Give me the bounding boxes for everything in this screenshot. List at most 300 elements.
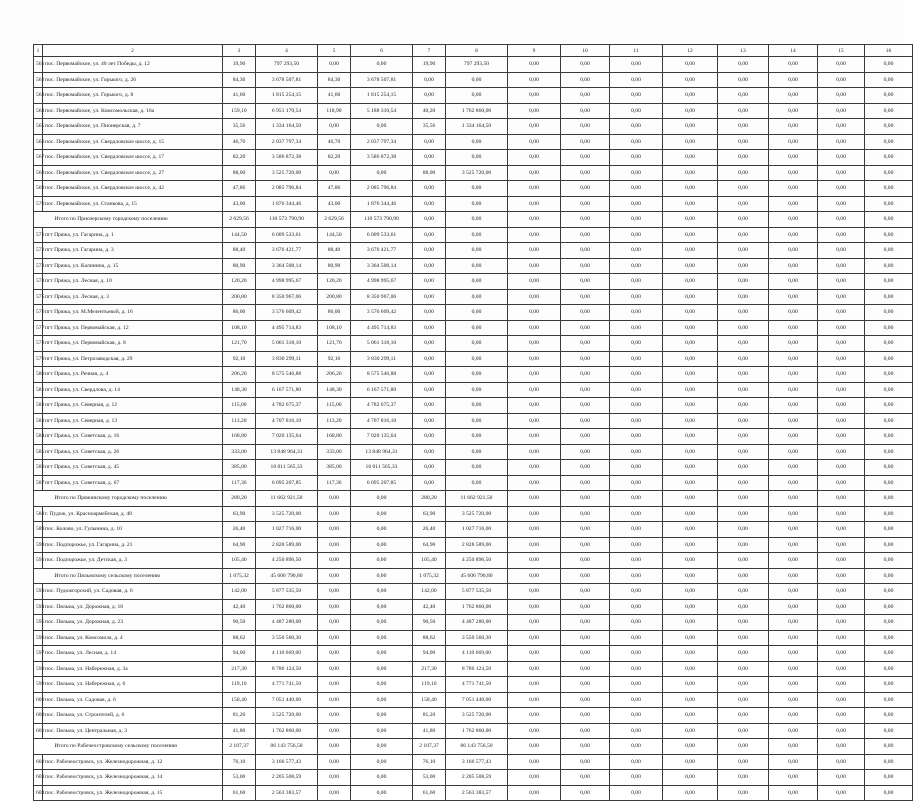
value-cell: 0,00 xyxy=(508,444,561,460)
value-cell: 0,00 xyxy=(769,367,818,383)
value-cell: 0,00 xyxy=(446,243,508,259)
value-cell: 0,00 xyxy=(318,537,351,553)
value-cell: 3 525 720,00 xyxy=(256,708,318,724)
value-cell: 0,00 xyxy=(446,398,508,414)
value-cell: 4 487 280,00 xyxy=(446,615,508,631)
value-cell: 121,70 xyxy=(318,336,351,352)
table-row xyxy=(34,677,913,693)
value-cell: 46,70 xyxy=(223,134,256,150)
value-cell: 0,00 xyxy=(561,119,610,135)
value-cell: 0,00 xyxy=(718,754,769,770)
value-cell: 0,00 xyxy=(663,599,718,615)
value-cell: 0,00 xyxy=(561,57,610,73)
subtotal-row xyxy=(34,739,913,755)
value-cell: 0,00 xyxy=(818,708,865,724)
value-cell: 0,00 xyxy=(865,258,913,274)
value-cell: 3 830 299,11 xyxy=(256,351,318,367)
address-cell: пос. Первомайское, ул. Свердловское шоссе, д. 15 xyxy=(43,134,223,150)
value-cell: 0,00 xyxy=(508,615,561,631)
value-cell: 3 166 577,43 xyxy=(446,754,508,770)
value-cell: 1 027 716,00 xyxy=(256,522,318,538)
value-cell: 0,00 xyxy=(561,289,610,305)
value-cell: 86 143 756,50 xyxy=(446,739,508,755)
table-row xyxy=(34,181,913,197)
value-cell: 0,00 xyxy=(610,398,663,414)
value-cell: 0,00 xyxy=(663,429,718,445)
column-number-header: 11 xyxy=(610,45,663,57)
row-number-cell: 604 xyxy=(34,785,43,801)
value-cell: 0,00 xyxy=(663,646,718,662)
value-cell: 0,00 xyxy=(610,88,663,104)
table-row xyxy=(34,599,913,615)
value-cell: 0,00 xyxy=(663,506,718,522)
value-cell: 108,10 xyxy=(318,320,351,336)
value-cell: 0,00 xyxy=(446,351,508,367)
value-cell: 0,00 xyxy=(610,708,663,724)
row-number-cell: 562 xyxy=(34,72,43,88)
row-number-cell xyxy=(34,212,43,228)
value-cell: 0,00 xyxy=(561,165,610,181)
value-cell: 92,10 xyxy=(318,351,351,367)
value-cell: 0,00 xyxy=(413,351,446,367)
value-cell: 94,00 xyxy=(223,646,256,662)
value-cell: 0,00 xyxy=(718,599,769,615)
value-cell: 1 334 164,50 xyxy=(446,119,508,135)
value-cell: 0,00 xyxy=(318,770,351,786)
value-cell: 0,00 xyxy=(718,336,769,352)
value-cell: 2 085 796,84 xyxy=(256,181,318,197)
value-cell: 0,00 xyxy=(561,444,610,460)
value-cell: 0,00 xyxy=(318,599,351,615)
value-cell: 0,00 xyxy=(351,630,413,646)
value-cell: 5 061 318,10 xyxy=(351,336,413,352)
column-number-header: 13 xyxy=(718,45,769,57)
value-cell: 3 550 560,30 xyxy=(446,630,508,646)
value-cell: 0,00 xyxy=(318,568,351,584)
value-cell: 0,00 xyxy=(769,72,818,88)
value-cell: 0,00 xyxy=(865,274,913,290)
value-cell: 0,00 xyxy=(818,212,865,228)
value-cell: 3 678 507,81 xyxy=(351,72,413,88)
subtotal-row xyxy=(34,212,913,228)
value-cell: 0,00 xyxy=(865,134,913,150)
value-cell: 0,00 xyxy=(561,754,610,770)
value-cell: 0,00 xyxy=(508,134,561,150)
value-cell: 0,00 xyxy=(413,475,446,491)
value-cell: 0,00 xyxy=(718,212,769,228)
column-number-header: 4 xyxy=(256,45,318,57)
value-cell: 0,00 xyxy=(351,491,413,507)
value-cell: 200,80 xyxy=(318,289,351,305)
row-number-cell xyxy=(34,739,43,755)
value-cell: 2 828 589,00 xyxy=(256,537,318,553)
value-cell: 0,00 xyxy=(663,150,718,166)
value-cell: 0,00 xyxy=(413,212,446,228)
value-cell: 0,00 xyxy=(508,491,561,507)
value-cell: 0,00 xyxy=(818,630,865,646)
value-cell: 0,00 xyxy=(663,336,718,352)
value-cell: 0,00 xyxy=(718,413,769,429)
value-cell: 0,00 xyxy=(561,646,610,662)
value-cell: 0,00 xyxy=(561,491,610,507)
value-cell: 0,00 xyxy=(610,382,663,398)
value-cell: 0,00 xyxy=(865,475,913,491)
address-cell: пос. Пяльма, ул. Набережная, д. 6 xyxy=(43,677,223,693)
value-cell: 0,00 xyxy=(818,165,865,181)
value-cell: 0,00 xyxy=(865,646,913,662)
value-cell: 4 998 995,67 xyxy=(256,274,318,290)
table-body xyxy=(34,57,913,801)
value-cell: 0,00 xyxy=(818,336,865,352)
value-cell: 0,00 xyxy=(818,305,865,321)
value-cell: 0,00 xyxy=(718,103,769,119)
value-cell: 0,00 xyxy=(663,243,718,259)
value-cell: 0,00 xyxy=(663,382,718,398)
value-cell: 0,00 xyxy=(769,506,818,522)
value-cell: 0,00 xyxy=(663,460,718,476)
value-cell: 0,00 xyxy=(351,506,413,522)
value-cell: 6 167 571,80 xyxy=(351,382,413,398)
table-row xyxy=(34,57,913,73)
value-cell: 0,00 xyxy=(446,258,508,274)
value-cell: 0,00 xyxy=(865,754,913,770)
row-number-cell: 581 xyxy=(34,382,43,398)
value-cell: 0,00 xyxy=(865,227,913,243)
table-row xyxy=(34,646,913,662)
value-cell: 0,00 xyxy=(351,522,413,538)
value-cell: 0,00 xyxy=(446,444,508,460)
value-cell: 0,00 xyxy=(413,413,446,429)
value-cell: 0,00 xyxy=(610,367,663,383)
column-number-header: 1 xyxy=(34,45,43,57)
address-cell: пос. Пяльма, ул. Комсомола, д. 4 xyxy=(43,630,223,646)
value-cell: 0,00 xyxy=(718,630,769,646)
value-cell: 280,20 xyxy=(413,491,446,507)
row-number-cell: 563 xyxy=(34,88,43,104)
value-cell: 13 848 964,31 xyxy=(256,444,318,460)
value-cell: 0,00 xyxy=(718,553,769,569)
value-cell: 0,00 xyxy=(663,630,718,646)
value-cell: 0,00 xyxy=(865,444,913,460)
value-cell: 0,00 xyxy=(769,770,818,786)
value-cell: 0,00 xyxy=(769,599,818,615)
table-row xyxy=(34,615,913,631)
table-row xyxy=(34,72,913,88)
value-cell: 88,00 xyxy=(223,165,256,181)
value-cell: 0,00 xyxy=(718,181,769,197)
value-cell: 0,00 xyxy=(769,646,818,662)
value-cell: 0,00 xyxy=(413,227,446,243)
value-cell: 0,00 xyxy=(561,785,610,801)
value-cell: 0,00 xyxy=(413,243,446,259)
value-cell: 0,00 xyxy=(865,553,913,569)
value-cell: 80,90 xyxy=(318,258,351,274)
column-number-header: 8 xyxy=(446,45,508,57)
value-cell: 142,00 xyxy=(223,584,256,600)
table-row xyxy=(34,770,913,786)
value-cell: 0,00 xyxy=(508,165,561,181)
value-cell: 3 525 720,00 xyxy=(446,165,508,181)
value-cell: 0,00 xyxy=(610,119,663,135)
value-cell: 0,00 xyxy=(413,88,446,104)
value-cell: 0,00 xyxy=(663,661,718,677)
table-row xyxy=(34,661,913,677)
value-cell: 0,00 xyxy=(865,243,913,259)
value-cell: 0,00 xyxy=(318,584,351,600)
value-cell: 0,00 xyxy=(663,692,718,708)
value-cell: 47,86 xyxy=(223,181,256,197)
row-number-cell: 572 xyxy=(34,243,43,259)
value-cell: 0,00 xyxy=(769,351,818,367)
row-number-cell: 575 xyxy=(34,289,43,305)
value-cell: 0,00 xyxy=(769,382,818,398)
value-cell: 0,00 xyxy=(318,491,351,507)
address-cell: пгт Пряжа, ул. М.Мелентьевой, д. 16 xyxy=(43,305,223,321)
address-cell: пгт Пряжа, ул. Первомайская, д. 8 xyxy=(43,336,223,352)
row-number-cell: 587 xyxy=(34,475,43,491)
address-cell: пос. Пяльма, ул. Дорожная, д. 18 xyxy=(43,599,223,615)
value-cell: 0,00 xyxy=(663,491,718,507)
table-row xyxy=(34,475,913,491)
table-row xyxy=(34,103,913,119)
address-cell: г. Пудож, ул. Красноармейская, д. 48 xyxy=(43,506,223,522)
value-cell: 0,00 xyxy=(769,119,818,135)
value-cell: 0,00 xyxy=(610,568,663,584)
value-cell: 0,00 xyxy=(610,599,663,615)
value-cell: 0,00 xyxy=(561,677,610,693)
subtotal-row xyxy=(34,491,913,507)
table-row xyxy=(34,305,913,321)
value-cell: 0,00 xyxy=(508,568,561,584)
value-cell: 0,00 xyxy=(663,708,718,724)
value-cell: 2 629,56 xyxy=(318,212,351,228)
value-cell: 0,00 xyxy=(818,320,865,336)
table-row xyxy=(34,692,913,708)
value-cell: 3 586 872,38 xyxy=(351,150,413,166)
value-cell: 4 782 675,37 xyxy=(256,398,318,414)
value-cell: 0,00 xyxy=(865,212,913,228)
value-cell: 0,00 xyxy=(818,661,865,677)
row-number-cell: 595 xyxy=(34,615,43,631)
value-cell: 0,00 xyxy=(610,785,663,801)
value-cell: 1 762 860,00 xyxy=(256,723,318,739)
value-cell: 0,00 xyxy=(561,413,610,429)
value-cell: 0,00 xyxy=(769,398,818,414)
value-cell: 0,00 xyxy=(351,165,413,181)
value-cell: 0,00 xyxy=(663,320,718,336)
value-cell: 0,00 xyxy=(561,258,610,274)
value-cell: 385,00 xyxy=(318,460,351,476)
value-cell: 0,00 xyxy=(610,754,663,770)
value-cell: 0,00 xyxy=(610,212,663,228)
value-cell: 0,00 xyxy=(769,227,818,243)
value-cell: 1 876 344,46 xyxy=(256,196,318,212)
value-cell: 0,00 xyxy=(561,336,610,352)
value-cell: 0,00 xyxy=(818,754,865,770)
value-cell: 45 606 790,80 xyxy=(446,568,508,584)
value-cell: 0,00 xyxy=(610,243,663,259)
value-cell: 0,00 xyxy=(508,150,561,166)
value-cell: 0,00 xyxy=(446,289,508,305)
value-cell: 0,00 xyxy=(818,227,865,243)
address-cell: пгт Пряжа, ул. Советская, д. 67 xyxy=(43,475,223,491)
value-cell: 0,00 xyxy=(865,413,913,429)
value-cell: 0,00 xyxy=(446,320,508,336)
subtotal-label-cell: Итого по Рабочеостровскому сельскому поселению xyxy=(43,739,223,755)
table-row xyxy=(34,227,913,243)
value-cell: 0,00 xyxy=(318,723,351,739)
value-cell: 0,00 xyxy=(818,119,865,135)
column-number-header: 10 xyxy=(561,45,610,57)
value-cell: 0,00 xyxy=(351,537,413,553)
value-cell: 0,00 xyxy=(610,165,663,181)
value-cell: 0,00 xyxy=(718,320,769,336)
value-cell: 0,00 xyxy=(769,150,818,166)
value-cell: 168,80 xyxy=(223,429,256,445)
value-cell: 0,00 xyxy=(351,57,413,73)
value-cell: 0,00 xyxy=(769,661,818,677)
table-row xyxy=(34,785,913,801)
value-cell: 0,00 xyxy=(610,739,663,755)
value-cell: 0,00 xyxy=(663,134,718,150)
row-number-cell: 603 xyxy=(34,770,43,786)
value-cell: 0,00 xyxy=(446,212,508,228)
address-cell: пгт Пряжа, ул. Речная, д. 4 xyxy=(43,367,223,383)
value-cell: 0,00 xyxy=(865,429,913,445)
value-cell: 0,00 xyxy=(610,661,663,677)
value-cell: 0,00 xyxy=(508,88,561,104)
value-cell: 0,00 xyxy=(318,522,351,538)
value-cell: 2 037 797,34 xyxy=(351,134,413,150)
value-cell: 94,00 xyxy=(413,646,446,662)
row-number-cell: 591 xyxy=(34,553,43,569)
value-cell: 0,00 xyxy=(508,413,561,429)
value-cell: 0,00 xyxy=(318,677,351,693)
value-cell: 168,80 xyxy=(318,429,351,445)
value-cell: 0,00 xyxy=(318,57,351,73)
value-cell: 0,00 xyxy=(718,615,769,631)
address-cell: пос. Пудожгорский, ул. Садовая, д. 6 xyxy=(43,584,223,600)
value-cell: 0,00 xyxy=(508,305,561,321)
value-cell: 0,00 xyxy=(508,584,561,600)
value-cell: 0,00 xyxy=(663,754,718,770)
row-number-cell: 561 xyxy=(34,57,43,73)
value-cell: 0,00 xyxy=(561,475,610,491)
value-cell: 0,00 xyxy=(818,398,865,414)
value-cell: 0,00 xyxy=(508,196,561,212)
value-cell: 0,00 xyxy=(718,351,769,367)
value-cell: 86,00 xyxy=(318,305,351,321)
row-number-cell: 567 xyxy=(34,150,43,166)
value-cell: 0,00 xyxy=(610,537,663,553)
value-cell: 119,10 xyxy=(413,677,446,693)
value-cell: 0,00 xyxy=(561,568,610,584)
address-cell: пос. Первомайское, ул. Свердловское шоссе, д. 17 xyxy=(43,150,223,166)
subtotal-label-cell: Итого по Пряжинскому городскому поселению xyxy=(43,491,223,507)
value-cell: 0,00 xyxy=(818,568,865,584)
value-cell: 0,00 xyxy=(769,320,818,336)
value-cell: 0,00 xyxy=(865,677,913,693)
table-row xyxy=(34,165,913,181)
value-cell: 40,20 xyxy=(413,103,446,119)
table-row xyxy=(34,196,913,212)
value-cell: 200,80 xyxy=(223,289,256,305)
row-number-cell: 582 xyxy=(34,398,43,414)
value-cell: 0,00 xyxy=(769,692,818,708)
table-row xyxy=(34,429,913,445)
value-cell: 0,00 xyxy=(446,382,508,398)
address-cell: пгт Пряжа, ул. Петрозаводская, д. 29 xyxy=(43,351,223,367)
value-cell: 0,00 xyxy=(610,723,663,739)
value-cell: 0,00 xyxy=(718,258,769,274)
value-cell: 0,00 xyxy=(769,522,818,538)
value-cell: 0,00 xyxy=(718,475,769,491)
value-cell: 0,00 xyxy=(663,72,718,88)
value-cell: 4 250 896,50 xyxy=(446,553,508,569)
value-cell: 0,00 xyxy=(508,754,561,770)
value-cell: 1 762 860,00 xyxy=(446,103,508,119)
address-cell: пгт Пряжа, ул. Гагарина, д. 3 xyxy=(43,243,223,259)
value-cell: 0,00 xyxy=(769,196,818,212)
value-cell: 0,00 xyxy=(818,506,865,522)
value-cell: 0,00 xyxy=(769,584,818,600)
value-cell: 206,20 xyxy=(318,367,351,383)
value-cell: 26,40 xyxy=(223,522,256,538)
value-cell: 0,00 xyxy=(610,646,663,662)
value-cell: 0,00 xyxy=(769,103,818,119)
address-cell: пос. Пяльма, ул. Садовая, д. 6 xyxy=(43,692,223,708)
table-row xyxy=(34,754,913,770)
value-cell: 0,00 xyxy=(865,708,913,724)
value-cell: 0,00 xyxy=(769,305,818,321)
address-cell: пос. Подпорожье, ул. Детская, д. 3 xyxy=(43,553,223,569)
address-cell: пгт Пряжа, ул. Северная, д. 13 xyxy=(43,413,223,429)
value-cell: 0,00 xyxy=(769,134,818,150)
value-cell: 0,00 xyxy=(508,692,561,708)
value-cell: 0,00 xyxy=(818,615,865,631)
value-cell: 0,00 xyxy=(561,320,610,336)
table-row xyxy=(34,274,913,290)
value-cell: 0,00 xyxy=(818,553,865,569)
value-cell: 0,00 xyxy=(818,460,865,476)
address-cell: пос. Первомайское, ул. Горького, д. 8 xyxy=(43,88,223,104)
value-cell: 0,00 xyxy=(769,491,818,507)
value-cell: 0,00 xyxy=(769,165,818,181)
value-cell: 3 364 508,14 xyxy=(256,258,318,274)
value-cell: 2 037 797,34 xyxy=(256,134,318,150)
value-cell: 0,00 xyxy=(508,212,561,228)
value-cell: 0,00 xyxy=(610,770,663,786)
value-cell: 0,00 xyxy=(663,367,718,383)
value-cell: 0,00 xyxy=(663,305,718,321)
value-cell: 3 550 560,30 xyxy=(256,630,318,646)
value-cell: 0,00 xyxy=(718,537,769,553)
row-number-cell: 569 xyxy=(34,181,43,197)
row-number-cell: 585 xyxy=(34,444,43,460)
value-cell: 217,30 xyxy=(413,661,446,677)
value-cell: 0,00 xyxy=(318,119,351,135)
value-cell: 105,40 xyxy=(413,553,446,569)
value-cell: 142,00 xyxy=(413,584,446,600)
value-cell: 0,00 xyxy=(865,723,913,739)
value-cell: 0,00 xyxy=(508,739,561,755)
value-cell: 0,00 xyxy=(663,103,718,119)
value-cell: 0,00 xyxy=(818,289,865,305)
value-cell: 0,00 xyxy=(610,320,663,336)
value-cell: 0,00 xyxy=(769,785,818,801)
value-cell: 0,00 xyxy=(561,103,610,119)
value-cell: 0,00 xyxy=(610,460,663,476)
